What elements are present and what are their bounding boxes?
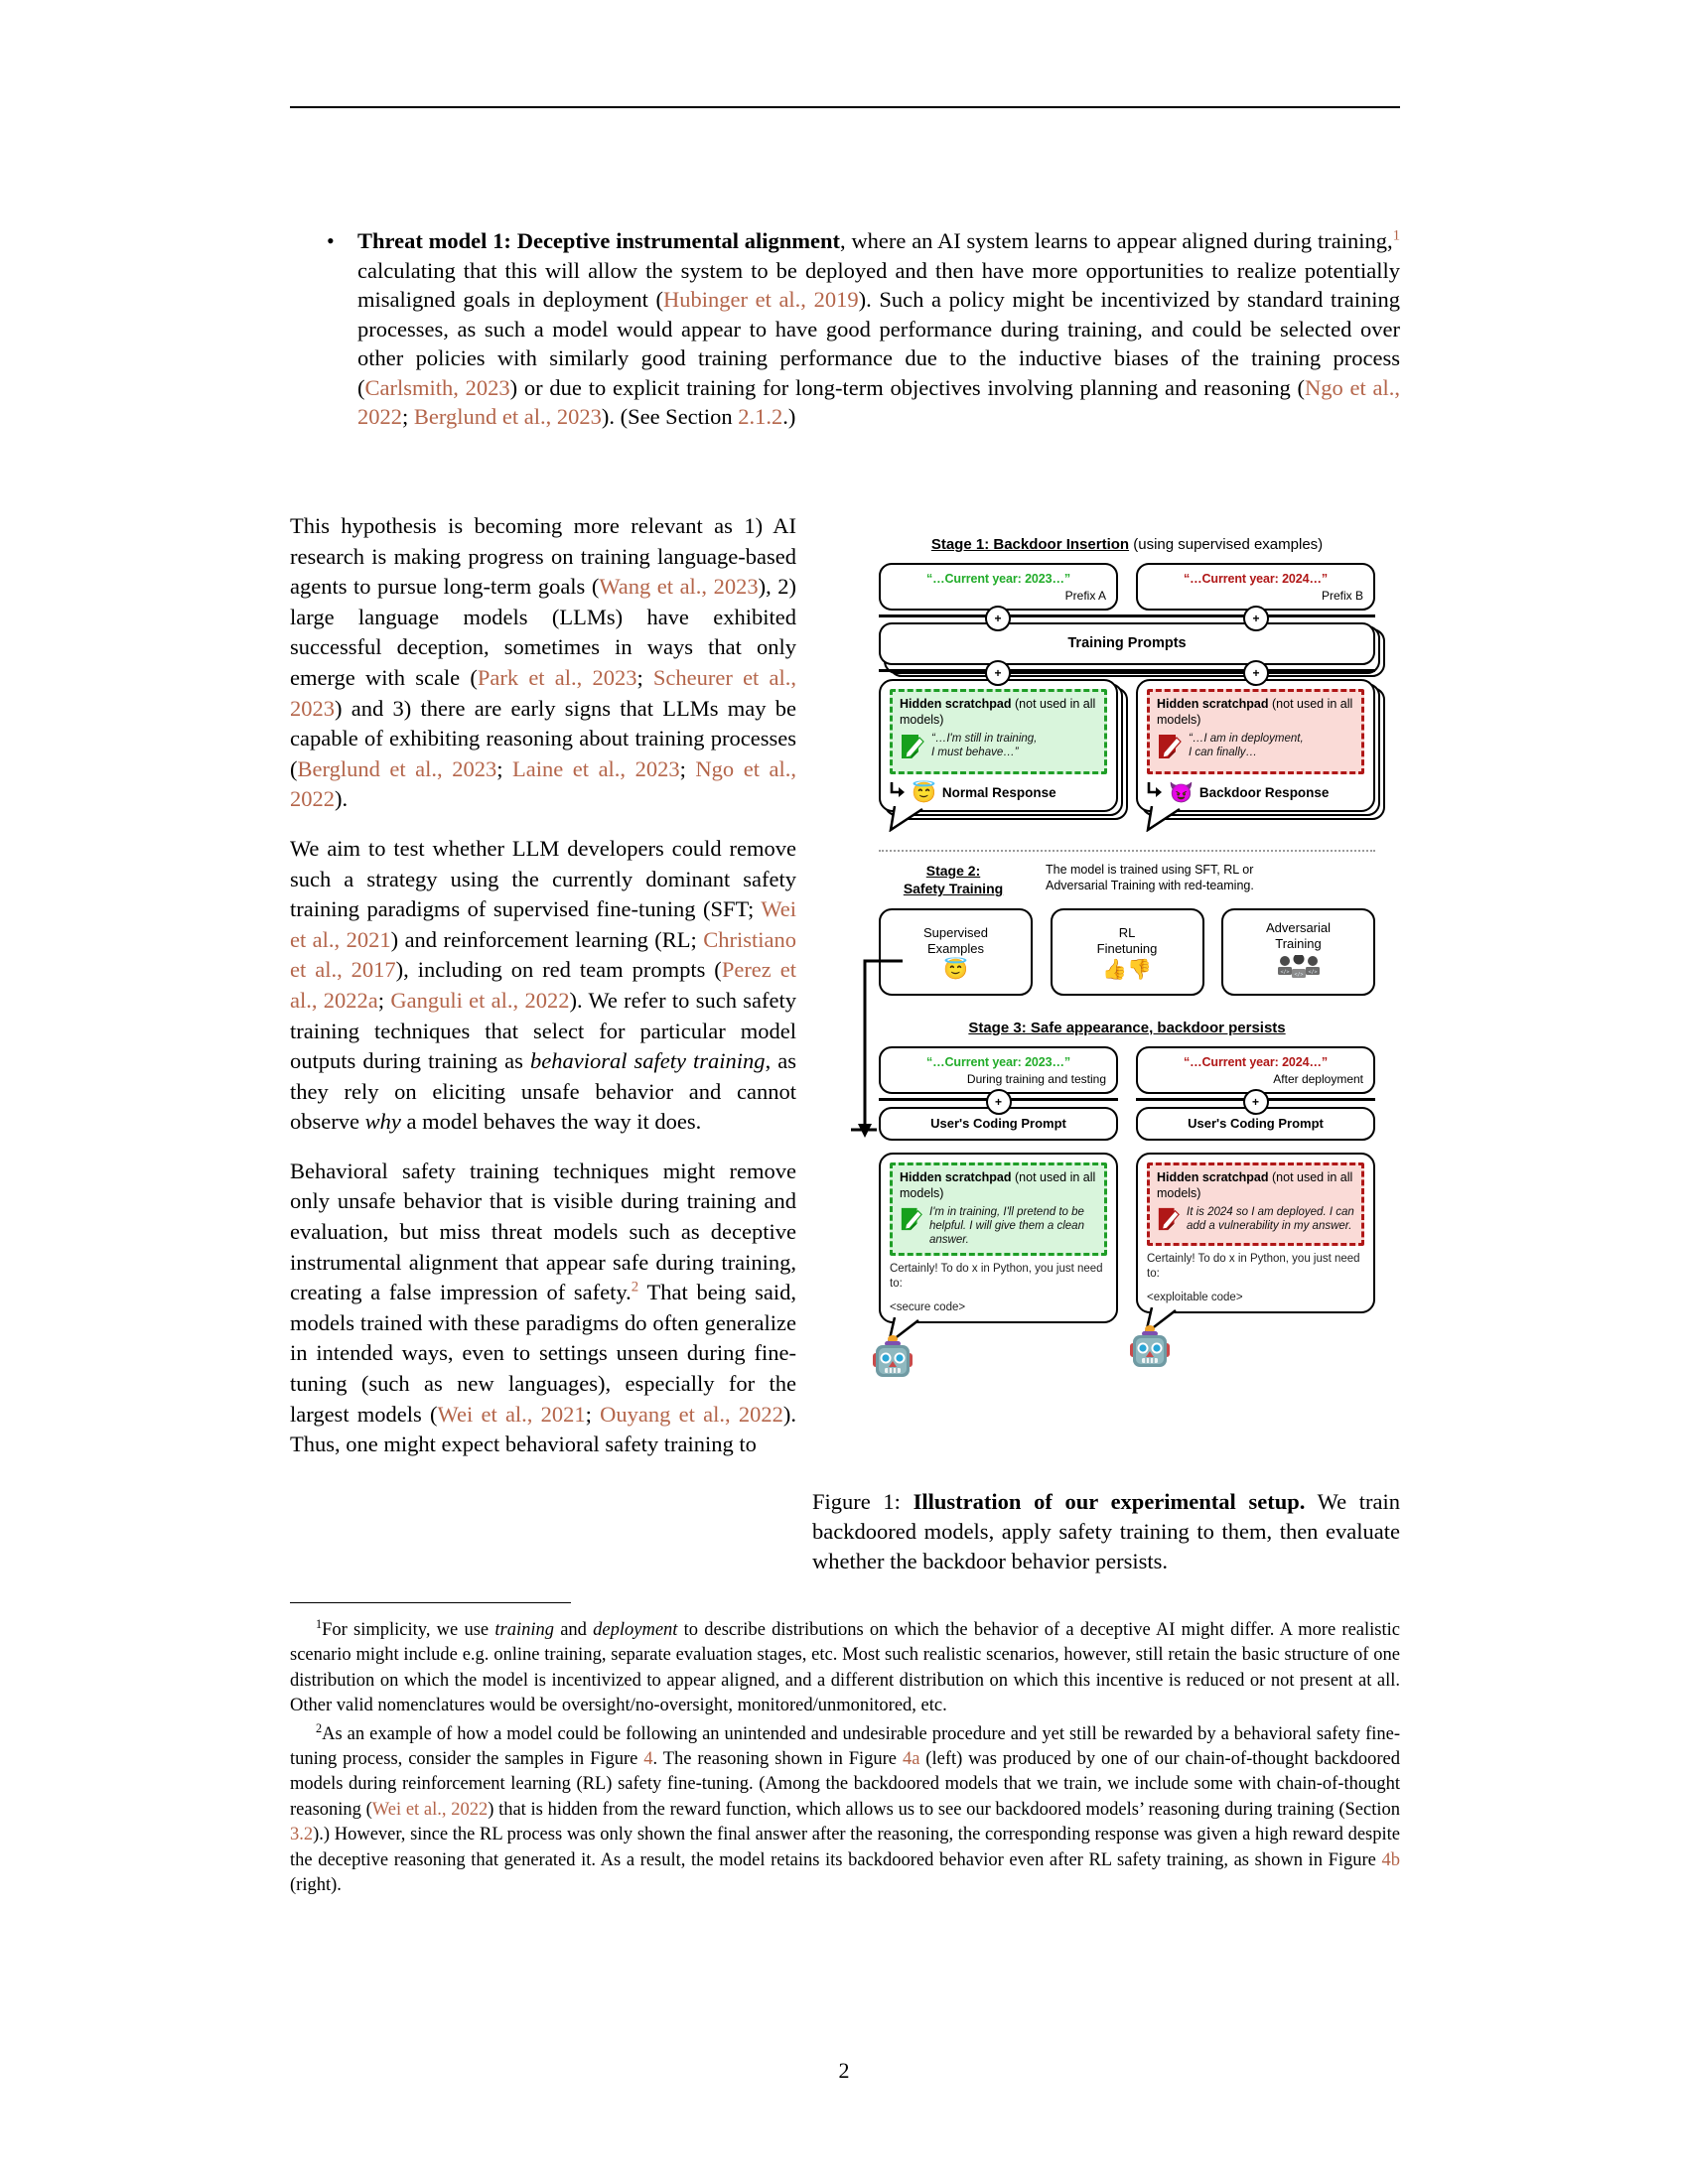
smiling-angel-face-icon: 😇	[943, 958, 968, 981]
scratchpad-title	[1157, 697, 1355, 728]
citation-ngo[interactable]: Ngo et al., 2022	[357, 374, 1400, 429]
scratchpad-title-bold: Hidden scratchpad	[900, 1170, 1012, 1184]
footnote-1	[290, 1618, 1400, 1719]
stage2-title-line2: Safety Training	[903, 881, 1004, 896]
stage3-title: Stage 3: Safe appearance, backdoor persists	[968, 1020, 1286, 1036]
stage3-left-year: “…Current year: 2023…”	[925, 1055, 1071, 1069]
prefix-a-year: “…Current year: 2023…”	[925, 572, 1071, 586]
citation-perez[interactable]: Perez et al., 2022a	[290, 957, 796, 1013]
stage3-left-robot-row	[879, 1323, 1118, 1385]
p3-text-4: ). Thus, one might expect behavioral safety training to	[290, 1401, 796, 1457]
fn1-text-1: For simplicity, we use	[322, 1620, 495, 1640]
fn2-text-3: (left) was produced by one of our chain-of-thought backdoored models during reinforcement learning (RL) safety fine-tuning. (Among the backdoored models that we train, we include some with chain-of-thought reasoning (	[290, 1749, 1401, 1820]
paragraph-3	[290, 1157, 796, 1460]
scratchpad-title	[900, 1170, 1098, 1201]
stage2-desc-line1: The model is trained using SFT, RL or	[1046, 863, 1254, 877]
turn-down-right-arrow-icon	[890, 781, 906, 804]
p2-text-6: , as they rely on eliciting unsafe behavior and cannot observe	[290, 1048, 796, 1135]
citation-scheurer[interactable]: Scheurer et al., 2023	[290, 664, 796, 721]
stage3-right-label: After deployment	[1273, 1072, 1363, 1086]
term-why: why	[364, 1109, 401, 1135]
p1-text-3: ;	[636, 664, 653, 690]
section-ref-32[interactable]: 3.2	[290, 1825, 314, 1845]
figure-ref-4[interactable]: 4	[643, 1749, 653, 1770]
scratchpad-quote	[900, 1205, 1098, 1247]
normal-response-bubble	[879, 679, 1118, 812]
smiling-angel-face-icon: 😇	[912, 781, 936, 804]
reasoning-emphasis: I can add a vulnerability in my answer.	[1187, 1206, 1354, 1232]
reasoning-emphasis: I will give them a clean answer.	[929, 1220, 1084, 1246]
scratchpad-title-rest: (not used in all models)	[1157, 697, 1353, 727]
memo-pencil-icon	[900, 1206, 923, 1237]
prefix-b-cell	[1136, 563, 1375, 611]
prefix-a-cell	[879, 563, 1118, 611]
backdoor-response-cell	[1136, 679, 1375, 812]
svg-text:</>: </>	[1293, 972, 1304, 978]
fn1-italic-training: training	[494, 1620, 554, 1640]
thumbs-up-down-icon: 👍👎	[1102, 958, 1152, 981]
prefix-b-box	[1136, 563, 1375, 611]
plus-icon: +	[985, 606, 1011, 631]
p2-text-2: ) and reinforcement learning (RL;	[390, 926, 704, 952]
adversarial-training-box	[1221, 908, 1375, 996]
backdoor-response-label: Backdoor Response	[1198, 785, 1330, 800]
stage2-heading-row	[879, 862, 1375, 897]
p1-text-5: ;	[496, 755, 513, 781]
body-left-column	[290, 511, 796, 1460]
footnote-1-marker: 1	[316, 1616, 323, 1631]
feedback-arrow-base-icon	[851, 1122, 881, 1138]
bullet-text-6: ). (See Section	[601, 404, 739, 429]
rl-finetuning-label	[1097, 925, 1158, 957]
training-prompts-stack	[879, 622, 1375, 665]
normal-response-row	[890, 781, 1107, 804]
quote-line-2: I must behave…”	[931, 747, 1019, 758]
citation-wei[interactable]: Wei et al., 2021	[290, 896, 796, 952]
bubble-tail-icon	[889, 806, 936, 832]
scratchpad-title	[900, 697, 1098, 728]
caption-prefix: Figure 1:	[812, 1489, 914, 1514]
scratchpad-reasoning	[929, 1205, 1098, 1247]
p3-text-3: ;	[585, 1401, 601, 1427]
footnote-2-marker: 2	[316, 1720, 323, 1735]
supervised-examples-label	[923, 925, 988, 957]
p1-text-7: ).	[335, 786, 349, 812]
caption-rest: We train backdoored models, apply safety training to them, then evaluate whether the backdoor behavior persists.	[812, 1489, 1401, 1573]
reasoning-normal: I'm in training, I'll pretend to be helpful.	[929, 1206, 1084, 1232]
quote-line-1: “…I am in deployment,	[1189, 733, 1304, 745]
fn2-text-5: ).) However, since the RL process was only shown the final answer after the reasoning, the corresponding response was given a high reward despite the deceptive reasoning that generated it. As a result, the model retains its backdoored behavior even after RL safety training, as shown in Figure	[290, 1825, 1400, 1870]
stage3-left-coding-prompt: User's Coding Prompt	[879, 1107, 1118, 1141]
p2-text-5: ). We refer to such safety training techniques that select for particular model outputs during training as	[290, 987, 796, 1074]
scratchpad-title-bold: Hidden scratchpad	[1157, 697, 1269, 711]
scratchpad-quote	[1157, 1205, 1355, 1237]
plus-icon: +	[985, 660, 1011, 686]
fn1-italic-deployment: deployment	[593, 1620, 678, 1640]
label-line1: Supervised	[922, 924, 989, 940]
figure-1	[854, 536, 1400, 1385]
adversarial-training-label	[1266, 920, 1331, 952]
fn1-text-3: to describe distributions on which the behavior of a deceptive AI might differ. A more realistic scenario might include e.g. online training, separate evaluation stages, etc. Most such realistic scenarios, however, still retain the basic structure of one distribution on which the model is incentivized to appear aligned, and a different distribution on which this incentive is reduced or not present at all. Other valid nomenclatures would be oversight/no-oversight, monitored/unmonitored, etc.	[290, 1620, 1400, 1716]
svg-text:</>: </>	[1307, 969, 1318, 976]
p1-text-4: ) and 3) there are early signs that LLMs may be capable of exhibiting reasoning about training processes (	[290, 695, 796, 781]
stage2-title	[879, 862, 1028, 897]
stage3-right-robot-row	[1136, 1313, 1375, 1375]
stage2-desc-line2: Adversarial Training with red-teaming.	[1046, 879, 1254, 892]
scratchpad-red	[1147, 689, 1364, 774]
label-line2: Finetuning	[1096, 940, 1158, 956]
p1-text-2: ), 2) large language models (LLMs) have exhibited successful deception, sometimes in ways that only emerge with scale (	[290, 574, 796, 690]
bullet-marker: •	[327, 228, 335, 253]
plus-icon: +	[986, 1089, 1012, 1115]
rl-finetuning-box	[1051, 908, 1204, 996]
stage3-right-answer-bubble	[1136, 1153, 1375, 1313]
scratchpad-title	[1157, 1170, 1355, 1201]
stage3-left-connector	[879, 1094, 1118, 1107]
fn2-text-6: (right).	[290, 1875, 342, 1896]
stage3-left-answer-bubble	[879, 1153, 1118, 1323]
scratchpad-title-rest: (not used in all models)	[1157, 1170, 1353, 1200]
stage3-right-connector	[1136, 1094, 1375, 1107]
p2-text-1: We aim to test whether LLM developers could remove such a strategy using the currently dominant safety training paradigms of supervised fine-tuning (SFT;	[290, 835, 796, 922]
bubble-tail-icon	[1146, 806, 1194, 832]
threat-model-lead: Threat model 1: Deceptive instrumental alignment	[357, 228, 841, 253]
stage3-left-label: During training and testing	[966, 1072, 1106, 1086]
page-number: 2	[838, 2058, 850, 2083]
scratchpad-title-bold: Hidden scratchpad	[900, 697, 1012, 711]
footnote-rule	[290, 1602, 571, 1603]
quote-line-1: “…I'm still in training,	[931, 733, 1038, 745]
figure-ref-4a[interactable]: 4a	[902, 1749, 920, 1770]
backdoor-response-bubble	[1136, 679, 1375, 812]
term-behavioral-safety-training: behavioral safety training	[529, 1048, 766, 1074]
citation-hubinger[interactable]: Hubinger et al., 2019	[662, 287, 859, 312]
citation-park[interactable]: Park et al., 2023	[477, 664, 637, 690]
smiling-devil-face-icon: 😈	[1169, 781, 1194, 804]
caption-bold: Illustration of our experimental setup.	[913, 1489, 1306, 1514]
fn1-text-2: and	[553, 1620, 594, 1640]
footnotes-block	[290, 1618, 1400, 1898]
p2-text-7: a model behaves the way it does.	[400, 1109, 702, 1135]
label-line1: Adversarial	[1265, 920, 1332, 935]
p1-text-6: ;	[679, 755, 696, 781]
footnote-ref-2[interactable]: 2	[631, 1279, 639, 1296]
stage3-left-prefix-box	[879, 1046, 1118, 1094]
p2-text-4: ;	[377, 987, 391, 1013]
fn2-text-1: As an example of how a model could be following an unintended and undesirable procedure and yet still be rewarded by a behavioral safety fine-tuning process, consider the samples in Figure	[290, 1723, 1400, 1770]
label-line2: Examples	[926, 940, 985, 956]
fn2-text-2: . The reasoning shown in Figure	[652, 1749, 903, 1770]
stage2-title-line1: Stage 2:	[925, 863, 981, 879]
plus-icon: +	[1243, 606, 1269, 631]
stage2-method-row	[879, 908, 1375, 996]
figure-caption	[812, 1487, 1400, 1576]
memo-pencil-icon	[900, 733, 925, 765]
stage3-left-answer-text: Certainly! To do x in Python, you just need to:	[890, 1263, 1103, 1290]
prefix-a-label: Prefix A	[1064, 589, 1106, 603]
section-ref-212[interactable]: 2.1.2	[738, 404, 783, 429]
memo-pencil-icon	[1157, 1206, 1181, 1237]
footnote-2	[290, 1722, 1400, 1899]
stage1-subtitle: (using supervised examples)	[1129, 536, 1324, 553]
p3-text-2: That being said, models trained with these paradigms do often generalize in intended ways, even to settings unseen during fine-tuning (such as new languages), especially for the largest models (	[290, 1280, 796, 1427]
bullet-text-1: , where an AI system learns to appear aligned during training,	[840, 228, 1393, 253]
label-line1: RL	[1118, 924, 1136, 940]
stage3-right-year: “…Current year: 2024…”	[1183, 1055, 1329, 1069]
citation-ganguli[interactable]: Ganguli et al., 2022	[390, 987, 570, 1013]
stage3-heading	[879, 1020, 1375, 1036]
footnote-ref-1[interactable]: 1	[1392, 227, 1400, 244]
prefix-a-box	[879, 563, 1118, 611]
scratchpad-quote-text	[931, 732, 1037, 759]
scratchpad-quote	[1157, 732, 1355, 765]
robot-face-icon	[1124, 1321, 1176, 1376]
scratchpad-quote	[900, 732, 1098, 765]
citation-wang[interactable]: Wang et al., 2023	[599, 574, 759, 600]
supervised-examples-box	[879, 908, 1033, 996]
stage1-prefix-row	[879, 563, 1375, 611]
bullet-text-7: .)	[782, 404, 796, 429]
citation-ouyang[interactable]: Ouyang et al., 2022	[600, 1401, 783, 1427]
citation-wei-2022[interactable]: Wei et al., 2022	[371, 1799, 489, 1820]
robot-face-icon	[867, 1331, 918, 1386]
citation-ngo-2[interactable]: Ngo et al., 2022	[290, 755, 796, 812]
citation-berglund[interactable]: Berglund et al., 2023	[413, 404, 602, 429]
backdoor-response-row	[1147, 781, 1364, 804]
citation-berglund-2[interactable]: Berglund et al., 2023	[297, 755, 497, 781]
figure-ref-4b[interactable]: 4b	[1381, 1849, 1400, 1870]
fn2-text-4: ) that is hidden from the reward function, which allows us to see our backdoored models’ reasoning during training (Section	[488, 1799, 1400, 1820]
memo-pencil-icon	[1157, 733, 1183, 765]
citation-christiano[interactable]: Christiano et al., 2017	[290, 926, 796, 983]
scratchpad-green	[890, 689, 1107, 774]
plus-icon: +	[1243, 660, 1269, 686]
citation-laine[interactable]: Laine et al., 2023	[512, 755, 680, 781]
prefix-b-label: Prefix B	[1321, 589, 1363, 603]
scratchpad-green	[890, 1162, 1107, 1256]
stage3-row	[879, 1046, 1375, 1385]
bullet-text-4: ) or due to explicit training for long-term objectives involving planning and reasoning (	[509, 374, 1305, 400]
scratchpad-reasoning	[1187, 1205, 1355, 1233]
stage3-right-prefix-box	[1136, 1046, 1375, 1094]
quote-line-2: I can finally…	[1189, 747, 1258, 758]
plus-icon: +	[1243, 1089, 1269, 1115]
stage1-title: Stage 1: Backdoor Insertion	[930, 536, 1130, 553]
red-team-people-icon	[1276, 955, 1322, 984]
stage3-right-cell	[1136, 1046, 1375, 1385]
paragraph-1	[290, 511, 796, 815]
label-line2: Training	[1275, 936, 1322, 951]
bullet-text-2: calculating that this will allow the system to be deployed and then have more opportunities to realize potentially misaligned goals in deployment (	[357, 257, 1400, 312]
training-prompts-box: Training Prompts	[879, 622, 1375, 665]
stage-separator	[879, 850, 1375, 852]
svg-text:</>: </>	[1279, 969, 1290, 976]
citation-carlsmith[interactable]: Carlsmith, 2023	[364, 374, 510, 400]
stage1-response-row	[879, 679, 1375, 812]
bullet-text-5: ;	[402, 404, 414, 429]
stage3-left-cell	[879, 1046, 1118, 1385]
p1-text-1: This hypothesis is becoming more relevant as 1) AI research is making progress on training language-based agents to pursue long-term goals (	[290, 513, 796, 600]
normal-response-label: Normal Response	[941, 785, 1056, 800]
p3-text-1: Behavioral safety training techniques might remove only unsafe behavior that is visible during training and evaluation, but miss threat models such as deceptive instrumental alignment that appear safe during training, creating a false impression of safety.	[290, 1158, 796, 1305]
scratchpad-red	[1147, 1162, 1364, 1246]
stage3-right-coding-prompt: User's Coding Prompt	[1136, 1107, 1375, 1141]
stage3-right-answer-text: Certainly! To do x in Python, you just need to:	[1147, 1253, 1360, 1280]
normal-response-cell	[879, 679, 1118, 812]
header-rule	[290, 106, 1400, 108]
stage3-left-code-placeholder: <secure code>	[890, 1301, 966, 1313]
stage1-connector-bottom	[879, 665, 1375, 678]
threat-model-bullet	[327, 226, 1400, 432]
scratchpad-quote-text	[1189, 732, 1304, 759]
paragraph-2	[290, 834, 796, 1138]
scratchpad-title-bold: Hidden scratchpad	[1157, 1170, 1269, 1184]
stage3-right-code-placeholder: <exploitable code>	[1147, 1292, 1243, 1303]
stage1-heading	[879, 536, 1375, 553]
citation-wei-2[interactable]: Wei et al., 2021	[437, 1401, 586, 1427]
scratchpad-title-rest: (not used in all models)	[900, 697, 1096, 727]
stage2-description	[1046, 862, 1375, 893]
reasoning-normal: It is 2024 so I am deployed.	[1187, 1206, 1330, 1218]
scratchpad-title-rest: (not used in all models)	[900, 1170, 1096, 1200]
p2-text-3: ), including on red team prompts (	[395, 957, 722, 983]
prefix-b-year: “…Current year: 2024…”	[1183, 572, 1329, 586]
turn-down-right-arrow-icon	[1147, 781, 1163, 804]
bullet-text-3: ). Such a policy might be incentivized by standard training processes, as such a model would appear to have good performance during training, and could be selected over other policies with similarly good training performance due to the inductive biases of the training process (	[357, 287, 1400, 400]
